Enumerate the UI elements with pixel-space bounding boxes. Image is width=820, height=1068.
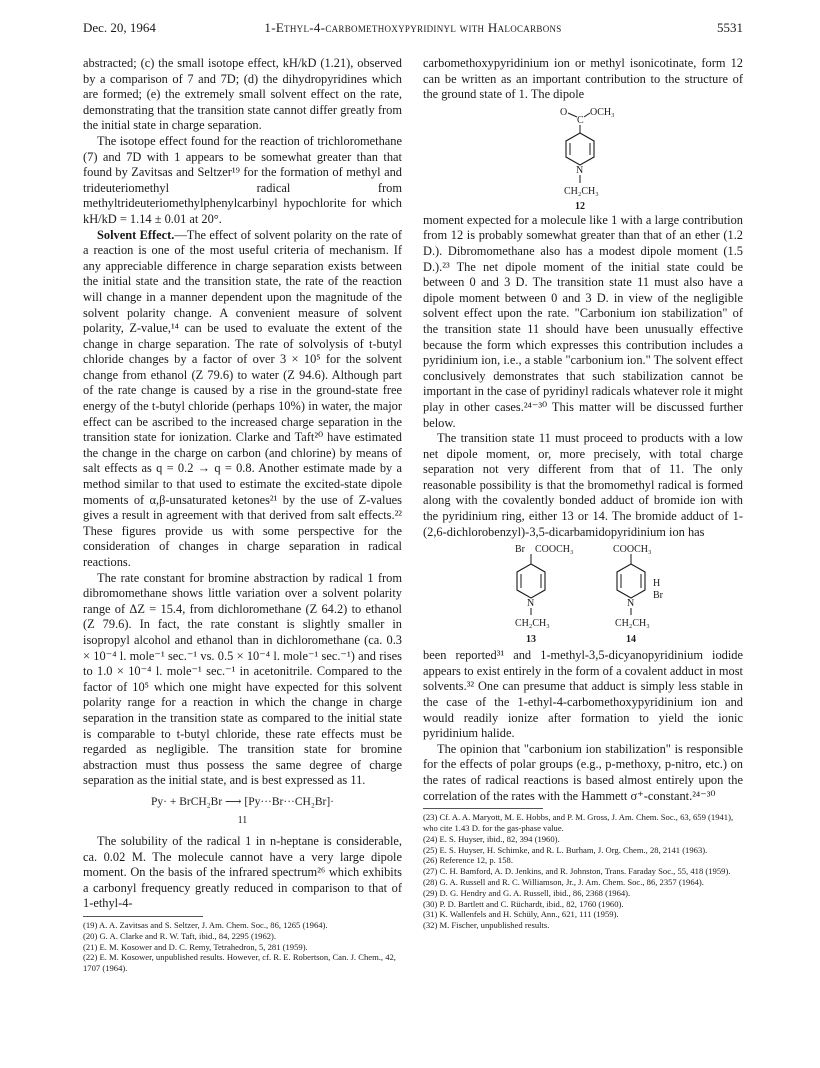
footnote-rule (423, 808, 543, 809)
atom-label: N (627, 598, 635, 610)
footnote: (23) Cf. A. A. Maryott, M. E. Hobbs, and P. M. Gross, J. Am. Chem. Soc., 63, 659 (1941), who cite 1.43 D. for the gas-phase value. (423, 812, 734, 833)
atom-label: N (576, 164, 584, 176)
footnote: (22) E. M. Kosower, unpublished results. However, cf. R. E. Robertson, Can. J. Chem., 42, 1707 (1964). (83, 952, 396, 974)
footnote-rule (83, 916, 203, 917)
substituent-label: CH₂CH₃ (564, 185, 599, 197)
footnote: (31) K. Wallenfels and H. Schüly, Ann., 621, 111 (1959). (423, 909, 619, 920)
left-column (83, 56, 402, 974)
compound-number: 12 (575, 200, 585, 212)
paragraph: moment expected for a molecule like 1 with a large contribution from 12 is probably somewhat greater than that of an ether (1.2 D.). Dibromomethane also has a modest dipole moment (1.5 D.).²³ The net dipole moment of the initial state could be between 0 and 3 D. The transition state 11 must also have a dipole moment between 0 and 3 D. in view of the negligible solvent effect upon the rate. "Carbonium ion stabilization" of the transition state 11 should have been unusually effective because the form which expresses this contribution includes a pyridinium ion, i.e., a stable "carbonium ion." The solvent effect conclusively demonstrates that such stabilization cannot be important in the case of pyridinyl radicals whatever role it might play in other cases.²⁴⁻³⁰ This matter will be discussed further below. (423, 212, 743, 430)
structure-13 (515, 544, 574, 645)
paragraph: been reported³¹ and 1-methyl-3,5-dicyanopyridinium iodide appears to exist entirely in the form of a covalent adduct in most solvents.³² One can presume that adduct is simply less stable in the case of the 1-ethyl-4-carbomethoxypyridinium ion and would readily ionize after formation to yield the ionic pyridinium halide. (423, 648, 743, 741)
structure-12 (528, 103, 638, 213)
footnote: (25) E. S. Huyser, H. Schimke, and R. L. Burham, J. Org. Chem., 28, 2141 (1963). (423, 844, 708, 855)
paragraph (83, 228, 402, 571)
right-column (423, 56, 743, 931)
paragraph: abstracted; (c) the small isotope effect, kH/kD (1.21), observed by a comparison of 7 and 7D; (d) the dihydropyridines which are formed; (e) the extremely small solvent effect on the rate, demonstrating that the transition state cannot differ greatly from the initial state in charge separation. (83, 56, 402, 133)
footnote: (19) A. A. Zavitsas and S. Seltzer, J. Am. Chem. Soc., 86, 1265 (1964). (83, 920, 328, 931)
equation-number: 11 (237, 814, 248, 826)
footnote: (26) Reference 12, p. 158. (423, 855, 513, 866)
footnotes (83, 920, 402, 974)
paragraph: carbomethoxypyridinium ion or methyl isonicotinate, form 12 can be written as an important contribution to the structure of the ground state of 1. The dipole (423, 56, 743, 102)
paragraph-text: —The effect of solvent polarity on the rate of a reaction is one of the most useful criteria of mechanism. If any appreciable difference in charge separation exists between the initial state and the transition state, the rate of the reaction will change in a manner dependent upon the magnitude of the solvent polarity change. A convenient measure of solvent polarity, Z-value,¹⁴ can be used to evaluate the extent of the change in charge separation. The rate of solvolysis of t-butyl chloride changes by a factor of over 3 × 10⁵ for the solvent change from ethanol (Z 79.6) to water (Z 94.6). Although part of the rate change is caused by a rise in the ground-state free energy of the t-butyl chloride (perhaps 10%) in water, the major effect can be ascribed to the increased charge separation in the transition state for ionization. Clarke and Taft²⁰ have estimated the change in the charge on carbon (and chlorine) by means of salt effects as q = 0.2 → q = 0.8. Another estimate made by a method similar to that used to estimate the excited-state dipole moments of α,β-unsaturated ketones²¹ by the use of Z-values gives a result in agreement with that derived from salt effects.²² These figures provide us with some perspective for the consideration of changes in charge separation in radical reactions. (83, 227, 402, 569)
substituent-label: CH₂CH₃ (615, 618, 650, 630)
atom-label: N (527, 598, 535, 610)
compound-number: 14 (626, 634, 636, 646)
structure-14 (613, 544, 664, 645)
header-title: 1-Ethyl-4-carbomethoxypyridinyl with Halocarbons (264, 20, 562, 35)
running-header (83, 20, 743, 38)
footnote: (20) G. A. Clarke and R. W. Taft, ibid., 84, 2295 (1962). (83, 930, 277, 941)
footnote: (27) C. H. Bamford, A. D. Jenkins, and R. Johnston, Trans. Faraday Soc., 55, 418 (1959). (423, 866, 731, 877)
footnote: (21) E. M. Kosower and D. C. Remy, Tetrahedron, 5, 281 (1959). (83, 941, 308, 952)
footnote: (32) M. Fischer, unpublished results. (423, 920, 550, 931)
compound-number: 13 (526, 634, 536, 646)
equation: Py· + BrCH₂Br ⟶ [Py···Br···CH₂Br]· (150, 795, 335, 808)
substituent-label: CH₂CH₃ (515, 618, 550, 630)
substituent-label: COOCH₃ (535, 544, 574, 556)
footnote: (24) E. S. Huyser, ibid., 82, 394 (1960). (423, 833, 560, 844)
paragraph: The transition state 11 must proceed to products with a low net dipole moment, or, more precisely, with total charge separation not very different from that of 11. The only reasonable possibility is that the bromomethyl radical is formed along with the covalently bonded adduct of bromide ion with the pyridinium ring, either 13 or 14. The bromide adduct of 1-(2,6-dichlorobenzyl)-3,5-dicarbamidopyridinium ion has (423, 431, 743, 539)
header-date: Dec. 20, 1964 (83, 20, 156, 35)
atom-label: O (560, 106, 568, 118)
paragraph: The solubility of the radical 1 in n-heptane is considerable, ca. 0.02 M. The molecule cannot have a very large dipole moment. On the basis of the infrared spectrum²⁶ which exhibits a carbonyl frequency greatly reduced in comparison to that of 1-ethyl-4- (83, 834, 402, 911)
paragraph: The opinion that "carbonium ion stabilization" is responsible for the effects of polar groups (e.g., p-methoxy, p-nitro, etc.) on the rates of radical reactions is based almost entirely upon the correlation of the rates with the Hammett σ⁺-constant.²⁴⁻³⁰ (423, 741, 743, 803)
atom-label: C (577, 114, 584, 126)
section-heading: Solvent Effect. (97, 227, 175, 242)
header-page-number: 5531 (717, 20, 743, 35)
footnotes (423, 812, 743, 931)
atom-label: Br (515, 544, 525, 556)
atom-label: H (653, 578, 661, 590)
footnote: (28) G. A. Russell and R. C. Williamson, Jr., J. Am. Chem. Soc., 86, 2357 (1964). (423, 876, 704, 887)
paragraph: The rate constant for bromine abstraction by radical 1 from dibromomethane shows little variation over a solvent polarity range of ΔZ = 15.4, from dichloromethane (Z 64.2) to ethanol (Z 79.6). In fact, the rate constant is slightly smaller in isopropyl alcohol and ethanol than in dichloromethane (ca. 0.3 × 10⁻⁴ l. mole⁻¹ sec.⁻¹ vs. 0.5 × 10⁻⁴ l. mole⁻¹ sec.⁻¹) and rises to 1.0 × 10⁻⁴ l. mole⁻¹ sec.⁻¹ in acetonitrile. Compared to the factor of 10⁵ which one might have expected for this solvent polarity range for a reaction in which the change in charge separation in the transition state as compared to the initial state is comparable to t-butyl chloride, these rate effects must be regarded as negligible. The transition state for bromine abstraction must thus possess the same degree of charge separation as the initial state, and is best expressed as 11. (83, 570, 402, 788)
substituent-label: COOCH₃ (613, 544, 652, 556)
structures-13-14 (473, 540, 693, 648)
atom-label: OCH₃ (590, 106, 615, 118)
footnote: (30) P. D. Bartlett and C. Rüchardt, ibid., 82, 1760 (1960). (423, 898, 624, 909)
atom-label: Br (653, 590, 663, 602)
footnote: (29) D. G. Hendry and G. A. Russell, ibid., 86, 2368 (1964). (423, 887, 631, 898)
paragraph: The isotope effect found for the reaction of trichloromethane (7) and 7D with 1 appears to be somewhat greater than that found by Zavitsas and Seltzer¹⁹ for the formation of methyl and trideuteriomethyl radical from methyltrideuteriomethylphenylcarbinyl hypochlorite for which kH/kD = 1.14 ± 0.01 at 20°. (83, 133, 402, 226)
